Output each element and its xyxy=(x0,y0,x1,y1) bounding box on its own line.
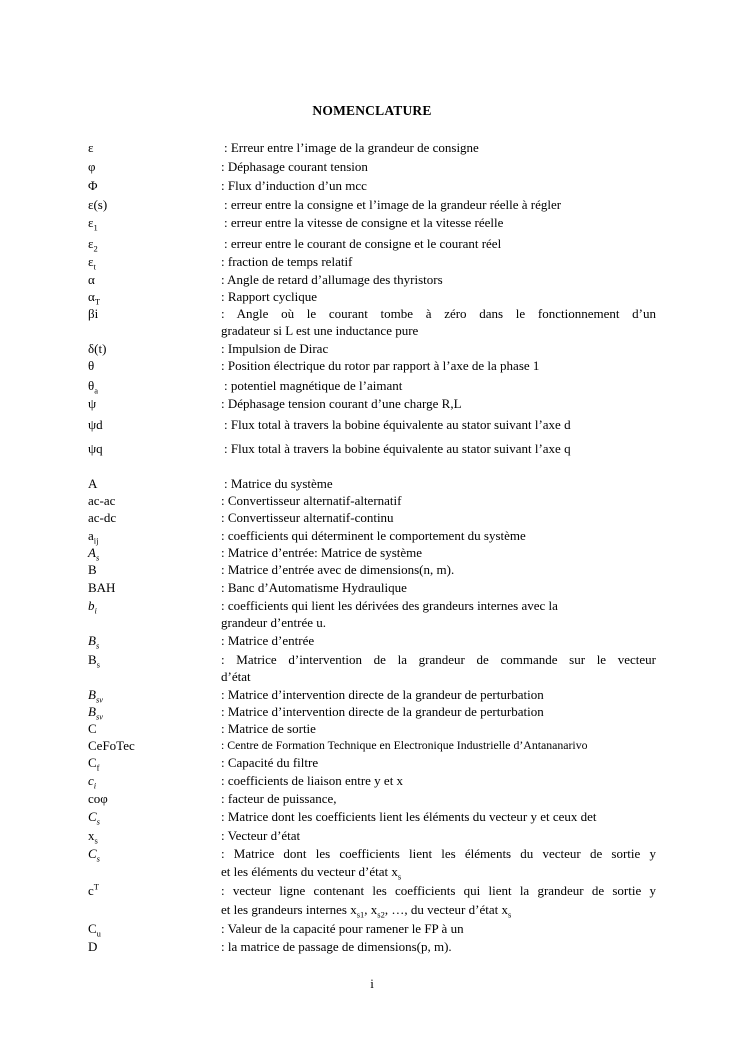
symbol: ac-ac xyxy=(88,493,116,508)
symbol: φ xyxy=(88,159,96,174)
symbol: B xyxy=(88,562,97,577)
symbol: $B_s$ xyxy=(88,652,100,670)
symbol: $\alpha_T$ xyxy=(88,289,101,307)
definition: : Déphasage tension courant d’une charge R,L xyxy=(221,396,462,411)
symbol: α xyxy=(88,272,95,287)
symbol: A xyxy=(88,476,98,491)
definition: : coefficients qui lient les dérivées des grandeurs internes avec la xyxy=(221,598,558,613)
symbol: $C_f$ xyxy=(88,755,100,773)
symbol: $b_i$ xyxy=(88,598,97,616)
symbol: ε xyxy=(88,140,94,155)
symbol: δ(t) xyxy=(88,341,107,356)
symbol: $\theta_a$ xyxy=(88,378,99,396)
definition: : Matrice du système xyxy=(224,476,333,491)
definition: : Vecteur d’état xyxy=(221,828,301,843)
definition: : Convertisseur alternatif-alternatif xyxy=(221,493,402,508)
definition: : Angle de retard d’allumage des thyristors xyxy=(221,272,443,287)
symbol: Φ xyxy=(88,178,98,193)
definition: : Flux d’induction d’un mcc xyxy=(221,178,367,193)
definition: : coefficients qui déterminent le comportement du système xyxy=(221,528,526,543)
symbol: ac-dc xyxy=(88,510,117,525)
definition: et les grandeurs internes $x_{s1}$, $x_{s2}$, …, du vecteur d’état $x_s$ xyxy=(221,902,512,920)
symbol: C xyxy=(88,721,97,736)
definition: : Matrice d’intervention directe de la grandeur de perturbation xyxy=(221,704,544,719)
definition: : Déphasage courant tension xyxy=(221,159,368,174)
definition: : erreur entre la consigne et l’image de la grandeur réelle à régler xyxy=(224,197,562,212)
symbol: $c_i$ xyxy=(88,773,97,791)
symbol: $a_{ij}$ xyxy=(88,528,99,546)
definition: : potentiel magnétique de l’aimant xyxy=(224,378,403,393)
symbol: ψd xyxy=(88,417,103,432)
symbol: $\varepsilon_t$ xyxy=(88,254,96,272)
definition: : Matrice de sortie xyxy=(221,721,316,736)
definition: : erreur entre la vitesse de consigne et la vitesse réelle xyxy=(224,215,504,230)
definition: : vecteur ligne contenant les coefficients qui lient la grandeur de sortie y xyxy=(221,883,656,898)
definition: : Position électrique du rotor par rapport à l’axe de la phase 1 xyxy=(221,358,540,373)
definition: : Capacité du filtre xyxy=(221,755,319,770)
definition: : erreur entre le courant de consigne et le courant réel xyxy=(224,236,502,251)
definition: : Erreur entre l’image de la grandeur de consigne xyxy=(224,140,479,155)
definition: : Angle où le courant tombe à zéro dans le fonctionnement d’un xyxy=(221,306,656,321)
definition: : facteur de puissance, xyxy=(221,791,337,806)
symbol: θ xyxy=(88,358,95,373)
symbol: CeFoTec xyxy=(88,738,135,753)
page-title: NOMENCLATURE xyxy=(312,103,432,118)
definition: : Impulsion de Dirac xyxy=(221,341,329,356)
symbol: $x_s$ xyxy=(88,828,98,846)
definition: grandeur d’entrée u. xyxy=(221,615,327,630)
definition: : Centre de Formation Technique en Electronique Industrielle d’Antananarivo xyxy=(221,738,588,752)
symbol: βi xyxy=(88,306,99,321)
symbol: ε(s) xyxy=(88,197,108,212)
symbol: D xyxy=(88,939,98,954)
definition: : coefficients de liaison entre y et x xyxy=(221,773,404,788)
definition: gradateur si L est une inductance pure xyxy=(221,323,419,338)
symbol: $B_{sv}$ xyxy=(88,687,104,705)
definition: : Flux total à travers la bobine équivalente au stator suivant l’axe d xyxy=(224,417,571,432)
symbol: $\varepsilon_1$ xyxy=(88,215,98,233)
definition: : Matrice d’entrée avec de dimensions(n, m). xyxy=(221,562,455,577)
symbol: BAH xyxy=(88,580,116,595)
symbol: $c^T$ xyxy=(88,881,99,898)
symbol: ψq xyxy=(88,441,103,456)
definition: : Matrice dont les coefficients lient les éléments du vecteur y et ceux det xyxy=(221,809,597,824)
symbol: $B_s$ xyxy=(88,633,100,651)
definition: : Flux total à travers la bobine équivalente au stator suivant l’axe q xyxy=(224,441,571,456)
definition: et les éléments du vecteur d’état $x_s$ xyxy=(221,864,402,882)
symbol: $C_u$ xyxy=(88,921,101,939)
definition: : la matrice de passage de dimensions(p, m). xyxy=(221,939,452,954)
definition: d’état xyxy=(221,669,251,684)
definition: : Matrice d’entrée xyxy=(221,633,315,648)
definition: : fraction de temps relatif xyxy=(221,254,353,269)
definition: : Matrice dont les coefficients lient les éléments du vecteur de sortie y xyxy=(221,846,656,861)
symbol: $\varepsilon_2$ xyxy=(88,236,98,254)
definition: : Convertisseur alternatif-continu xyxy=(221,510,394,525)
symbol: $C_s$ xyxy=(88,846,100,864)
symbol: $B_{sv}$ xyxy=(88,704,104,722)
symbol: ψ xyxy=(88,396,97,411)
definition: : Matrice d’intervention de la grandeur de commande sur le vecteur xyxy=(221,652,656,667)
symbol: $A_s$ xyxy=(88,545,100,563)
symbol: $C_s$ xyxy=(88,809,100,827)
page-number: i xyxy=(370,976,374,991)
definition: : Rapport cyclique xyxy=(221,289,318,304)
definition: : Valeur de la capacité pour ramener le FP à un xyxy=(221,921,464,936)
definition: : Banc d’Automatisme Hydraulique xyxy=(221,580,407,595)
symbol: coφ xyxy=(88,791,108,806)
definition: : Matrice d’entrée: Matrice de système xyxy=(221,545,423,560)
definition: : Matrice d’intervention directe de la grandeur de perturbation xyxy=(221,687,544,702)
